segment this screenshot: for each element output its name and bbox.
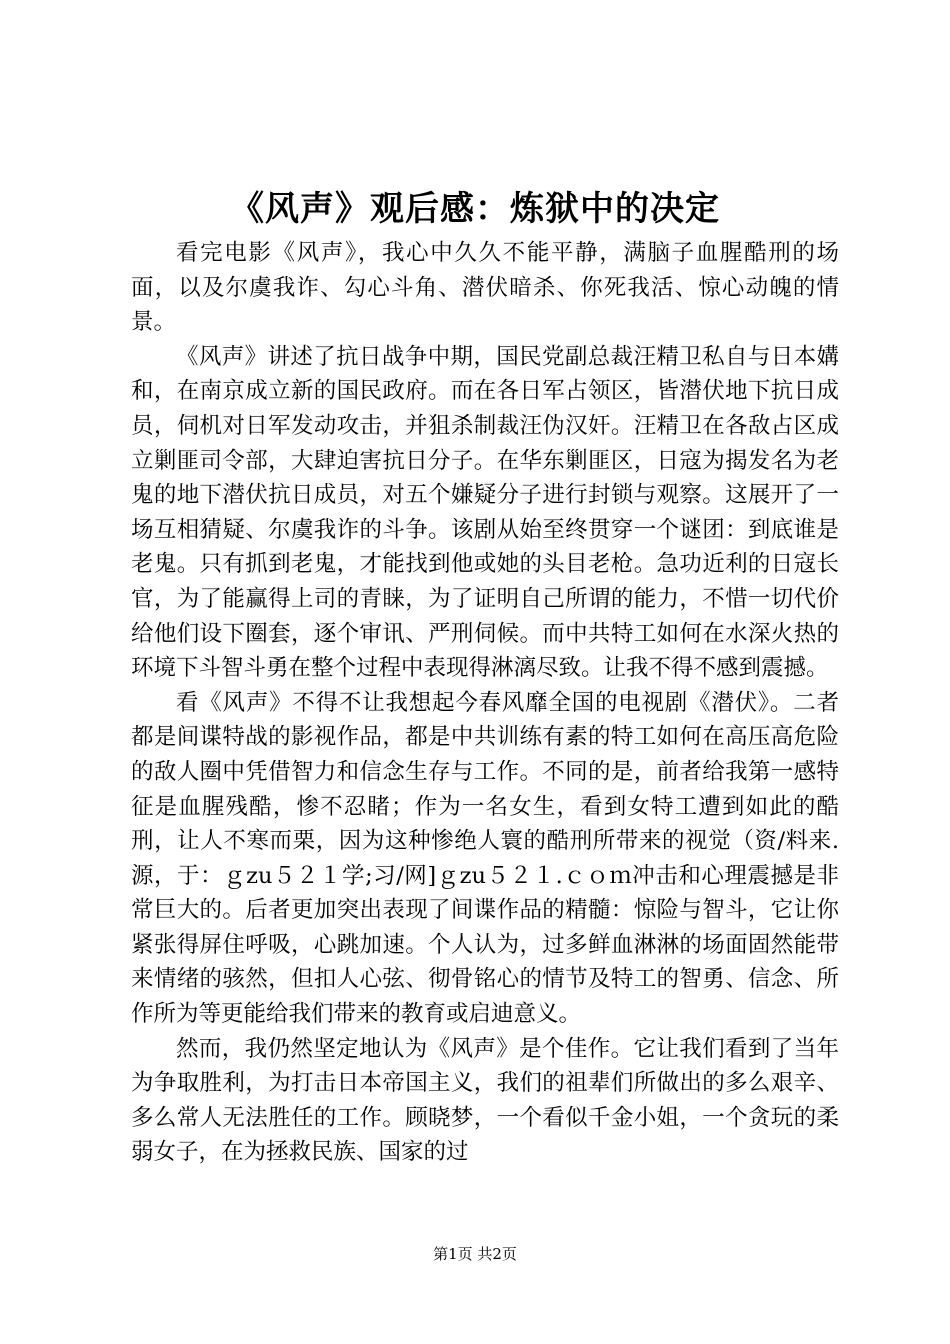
page-footer: 第1页 共2页 — [433, 1245, 517, 1263]
paragraph-3: 看《风声》不得不让我想起今春风靡全国的电视剧《潜伏》。二者都是间谍特战的影视作品，都是中共训练有素的特工如何在高压高危险的敌人圈中凭借智力和信念生存与工作。不同的是，前者给我第一感特征是血腥残酷，惨不忍睹；作为一名女生，看到女特工遭到如此的酷刑，让人不寒而栗，因为这种惨绝人寰的酷刑所带来的视觉（资/料来.源，于：ｇzu５２１学;习/网]ｇzu５２１.ｃｏｍ冲击和心理震撼是非常巨大的。后者更加突出表现了间谍作品的精髓：惊险与智斗，它让你紧张得屏住呼吸，心跳加速。个人认为，过多鲜血淋淋的场面固然能带来情绪的骇然，但扣人心弦、彻骨铭心的情节及特工的智勇、信念、所作所为等更能给我们带来的教育或启迪意义。 — [131, 689, 839, 1028]
document-title: 《风声》观后感：炼狱中的决定 — [230, 189, 720, 229]
paragraph-2: 《风声》讲述了抗日战争中期，国民党副总裁汪精卫私自与日本媾和，在南京成立新的国民政府。而在各日军占领区，皆潜伏地下抗日成员，伺机对日军发动攻击，并狙杀制裁汪伪汉奸。汪精卫在各敌占区成立剿匪司令部，大肆迫害抗日分子。在华东剿匪区，日寇为揭发名为老鬼的地下潜伏抗日成员，对五个嫌疑分子进行封锁与观察。这展开了一场互相猜疑、尔虞我诈的斗争。该剧从始至终贯穿一个谜团：到底谁是老鬼。只有抓到老鬼，才能找到他或她的头目老枪。急功近利的日寇长官，为了能赢得上司的青睐，为了证明自己所谓的能力，不惜一切代价给他们设下圈套，逐个审讯、严刑伺候。而中共特工如何在水深火热的环境下斗智斗勇在整个过程中表现得淋漓尽致。让我不得不感到震撼。 — [131, 343, 839, 682]
paragraph-4: 然而，我仍然坚定地认为《风声》是个佳作。它让我们看到了当年为争取胜利，为打击日本帝国主义，我们的祖辈们所做出的多么艰辛、多么常人无法胜任的工作。顾晓梦，一个看似千金小姐，一个贪玩的柔弱女子，在为拯救民族、国家的过 — [131, 1035, 839, 1166]
paragraph-1: 看完电影《风声》，我心中久久不能平静，满脑子血腥酷刑的场面，以及尔虞我诈、勾心斗角、潜伏暗杀、你死我活、惊心动魄的情景。 — [131, 240, 839, 336]
document-body — [131, 236, 839, 1170]
